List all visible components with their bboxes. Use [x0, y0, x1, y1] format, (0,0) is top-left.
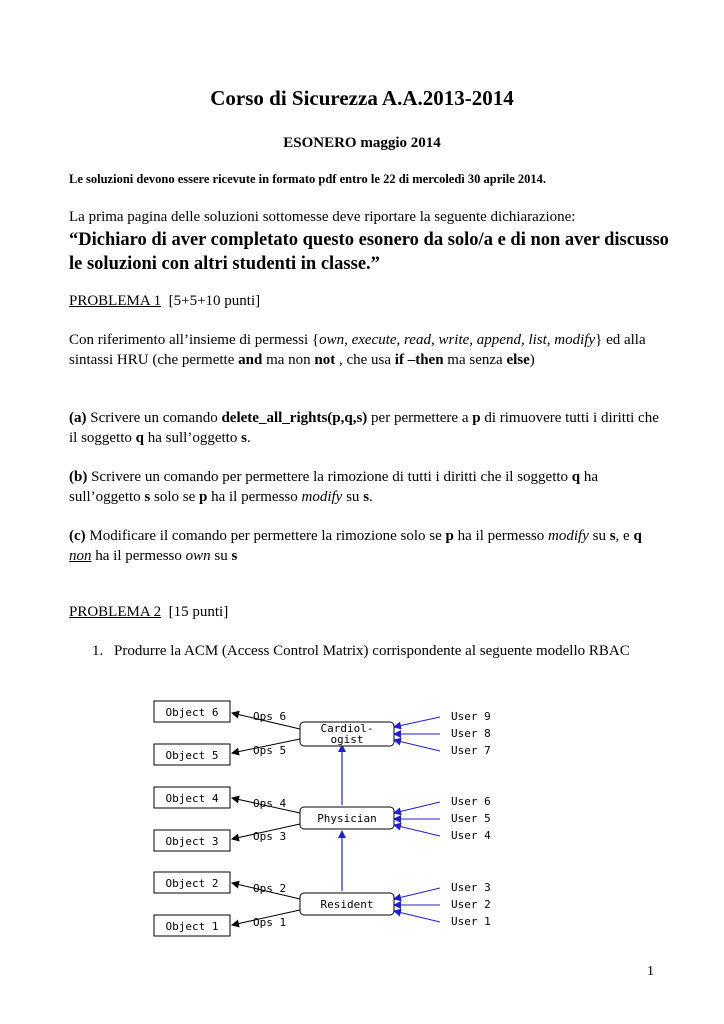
rbac-diagram [150, 693, 510, 943]
part-text: , e [615, 528, 634, 544]
problem2-points: [15 punti] [168, 604, 229, 620]
user-role-arrow [394, 802, 440, 813]
var-s: s [363, 488, 370, 505]
role-cardiologist-line2: ogist [330, 733, 364, 746]
perm-own: own [185, 547, 211, 564]
part-text: Scrivere un comando [86, 410, 222, 426]
part-label: (a) [69, 410, 87, 426]
part-text: per permettere a [367, 410, 473, 426]
lead-text: ma senza [443, 351, 507, 368]
part-text: ha il permesso [453, 528, 549, 544]
page-title: Corso di Sicurezza A.A.2013-2014 [210, 86, 514, 110]
lead-text: ma non [262, 351, 315, 368]
user-3-label: User 3 [451, 881, 491, 894]
part-text: Modificare il comando per permettere la rimozione solo se [85, 528, 446, 544]
problem1-title: PROBLEMA 1 [69, 293, 162, 309]
part-text: ha il permesso [207, 488, 302, 505]
problem1-part-c [69, 527, 659, 566]
part-text: di rimuovere tutti i diritti che il soggetto [69, 410, 659, 446]
object-5-label: Object 5 [165, 749, 219, 762]
part-label: (c) [69, 528, 86, 544]
var-s: s [609, 528, 616, 544]
part-text: su [588, 528, 610, 544]
role-resident-label: Resident [320, 898, 374, 911]
user-5-label: User 5 [451, 812, 491, 825]
list-item-number: 1. [92, 643, 104, 659]
declaration: “Dichiaro di aver completato questo esonero da solo/a e di non aver discusso le soluzioni con altri studenti in classe.” [69, 230, 669, 274]
user-8-label: User 8 [451, 727, 491, 740]
var-s: s [231, 547, 238, 564]
keyword-if-then: if –then [394, 351, 444, 368]
object-2-label: Object 2 [165, 877, 219, 890]
lead-text: , che usa [335, 351, 395, 368]
user-role-arrow [394, 717, 440, 727]
word-non: non [69, 547, 92, 564]
ops-1-label: Ops 1 [253, 916, 287, 929]
page-number: 1 [647, 964, 654, 979]
user-4-label: User 4 [451, 829, 491, 842]
var-q: q [571, 469, 581, 485]
part-text: ha sull’oggetto [144, 429, 242, 446]
user-6-label: User 6 [451, 795, 491, 808]
list-item-text: Produrre la ACM (Access Control Matrix) corrispondente al seguente modello RBAC [114, 643, 630, 659]
submission-notice: Le soluzioni devono essere ricevute in formato pdf entro le 22 di mercoledì 30 aprile 2014. [69, 172, 547, 186]
object-6-label: Object 6 [165, 706, 219, 719]
part-text: Scrivere un comando per permettere la rimozione di tutti i diritti che il soggetto [87, 469, 572, 485]
perm-modify: modify [301, 488, 343, 505]
var-q: q [135, 429, 145, 446]
part-text: . [369, 488, 373, 505]
part-text: ha sull’oggetto [69, 469, 599, 505]
lead-text: } ed alla sintassi HRU (che permette [69, 332, 646, 368]
problem1-lead [69, 331, 659, 370]
role-physician-label: Physician [317, 812, 377, 825]
problem1-heading [69, 292, 669, 312]
ops-5-label: Ops 5 [253, 744, 287, 757]
problem1-part-b [69, 468, 661, 507]
user-role-arrow [394, 740, 440, 751]
var-s: s [144, 488, 151, 505]
ops-2-label: Ops 2 [253, 882, 287, 895]
lead-text: Con riferimento all’insieme di permessi { [69, 332, 320, 348]
command-name: delete_all_rights(p,q,s) [221, 410, 368, 426]
part-text: solo se [150, 488, 200, 505]
var-s: s [241, 429, 247, 446]
part-label: (b) [69, 469, 88, 485]
problem1-points: [5+5+10 punti] [168, 293, 261, 309]
part-text: ha il permesso [91, 547, 186, 564]
ops-3-label: Ops 3 [253, 830, 287, 843]
problem1-part-a [69, 409, 659, 448]
keyword-not: not [314, 351, 336, 368]
user-7-label: User 7 [451, 744, 491, 757]
part-text: su [342, 488, 364, 505]
var-p: p [445, 528, 454, 544]
object-3-label: Object 3 [165, 835, 219, 848]
object-1-label: Object 1 [165, 920, 219, 933]
part-text: su [210, 547, 232, 564]
problem2-title: PROBLEMA 2 [69, 604, 162, 620]
user-role-arrow [394, 825, 440, 836]
ops-6-label: Ops 6 [253, 710, 287, 723]
role-cardiologist-line1: Cardiol- [320, 722, 374, 735]
keyword-else: else [506, 351, 530, 368]
var-q: q [633, 528, 642, 544]
permission-set: own, execute, read, write, append, list, modify [319, 332, 596, 348]
intro-text: La prima pagina delle soluzioni sottomesse deve riportare la seguente dichiarazione: [69, 209, 576, 225]
ops-4-label: Ops 4 [253, 797, 287, 810]
problem2-heading [69, 603, 669, 623]
part-text: . [246, 429, 251, 446]
perm-modify: modify [548, 528, 589, 544]
lead-text: ) [529, 351, 535, 368]
exam-subtitle: ESONERO maggio 2014 [283, 135, 441, 151]
user-role-arrow [394, 888, 440, 899]
object-4-label: Object 4 [165, 792, 219, 805]
keyword-and: and [238, 351, 263, 368]
user-9-label: User 9 [451, 710, 491, 723]
user-role-arrow [394, 911, 440, 922]
var-p: p [199, 488, 208, 505]
var-p: p [472, 410, 481, 426]
user-1-label: User 1 [451, 915, 491, 928]
user-2-label: User 2 [451, 898, 491, 911]
